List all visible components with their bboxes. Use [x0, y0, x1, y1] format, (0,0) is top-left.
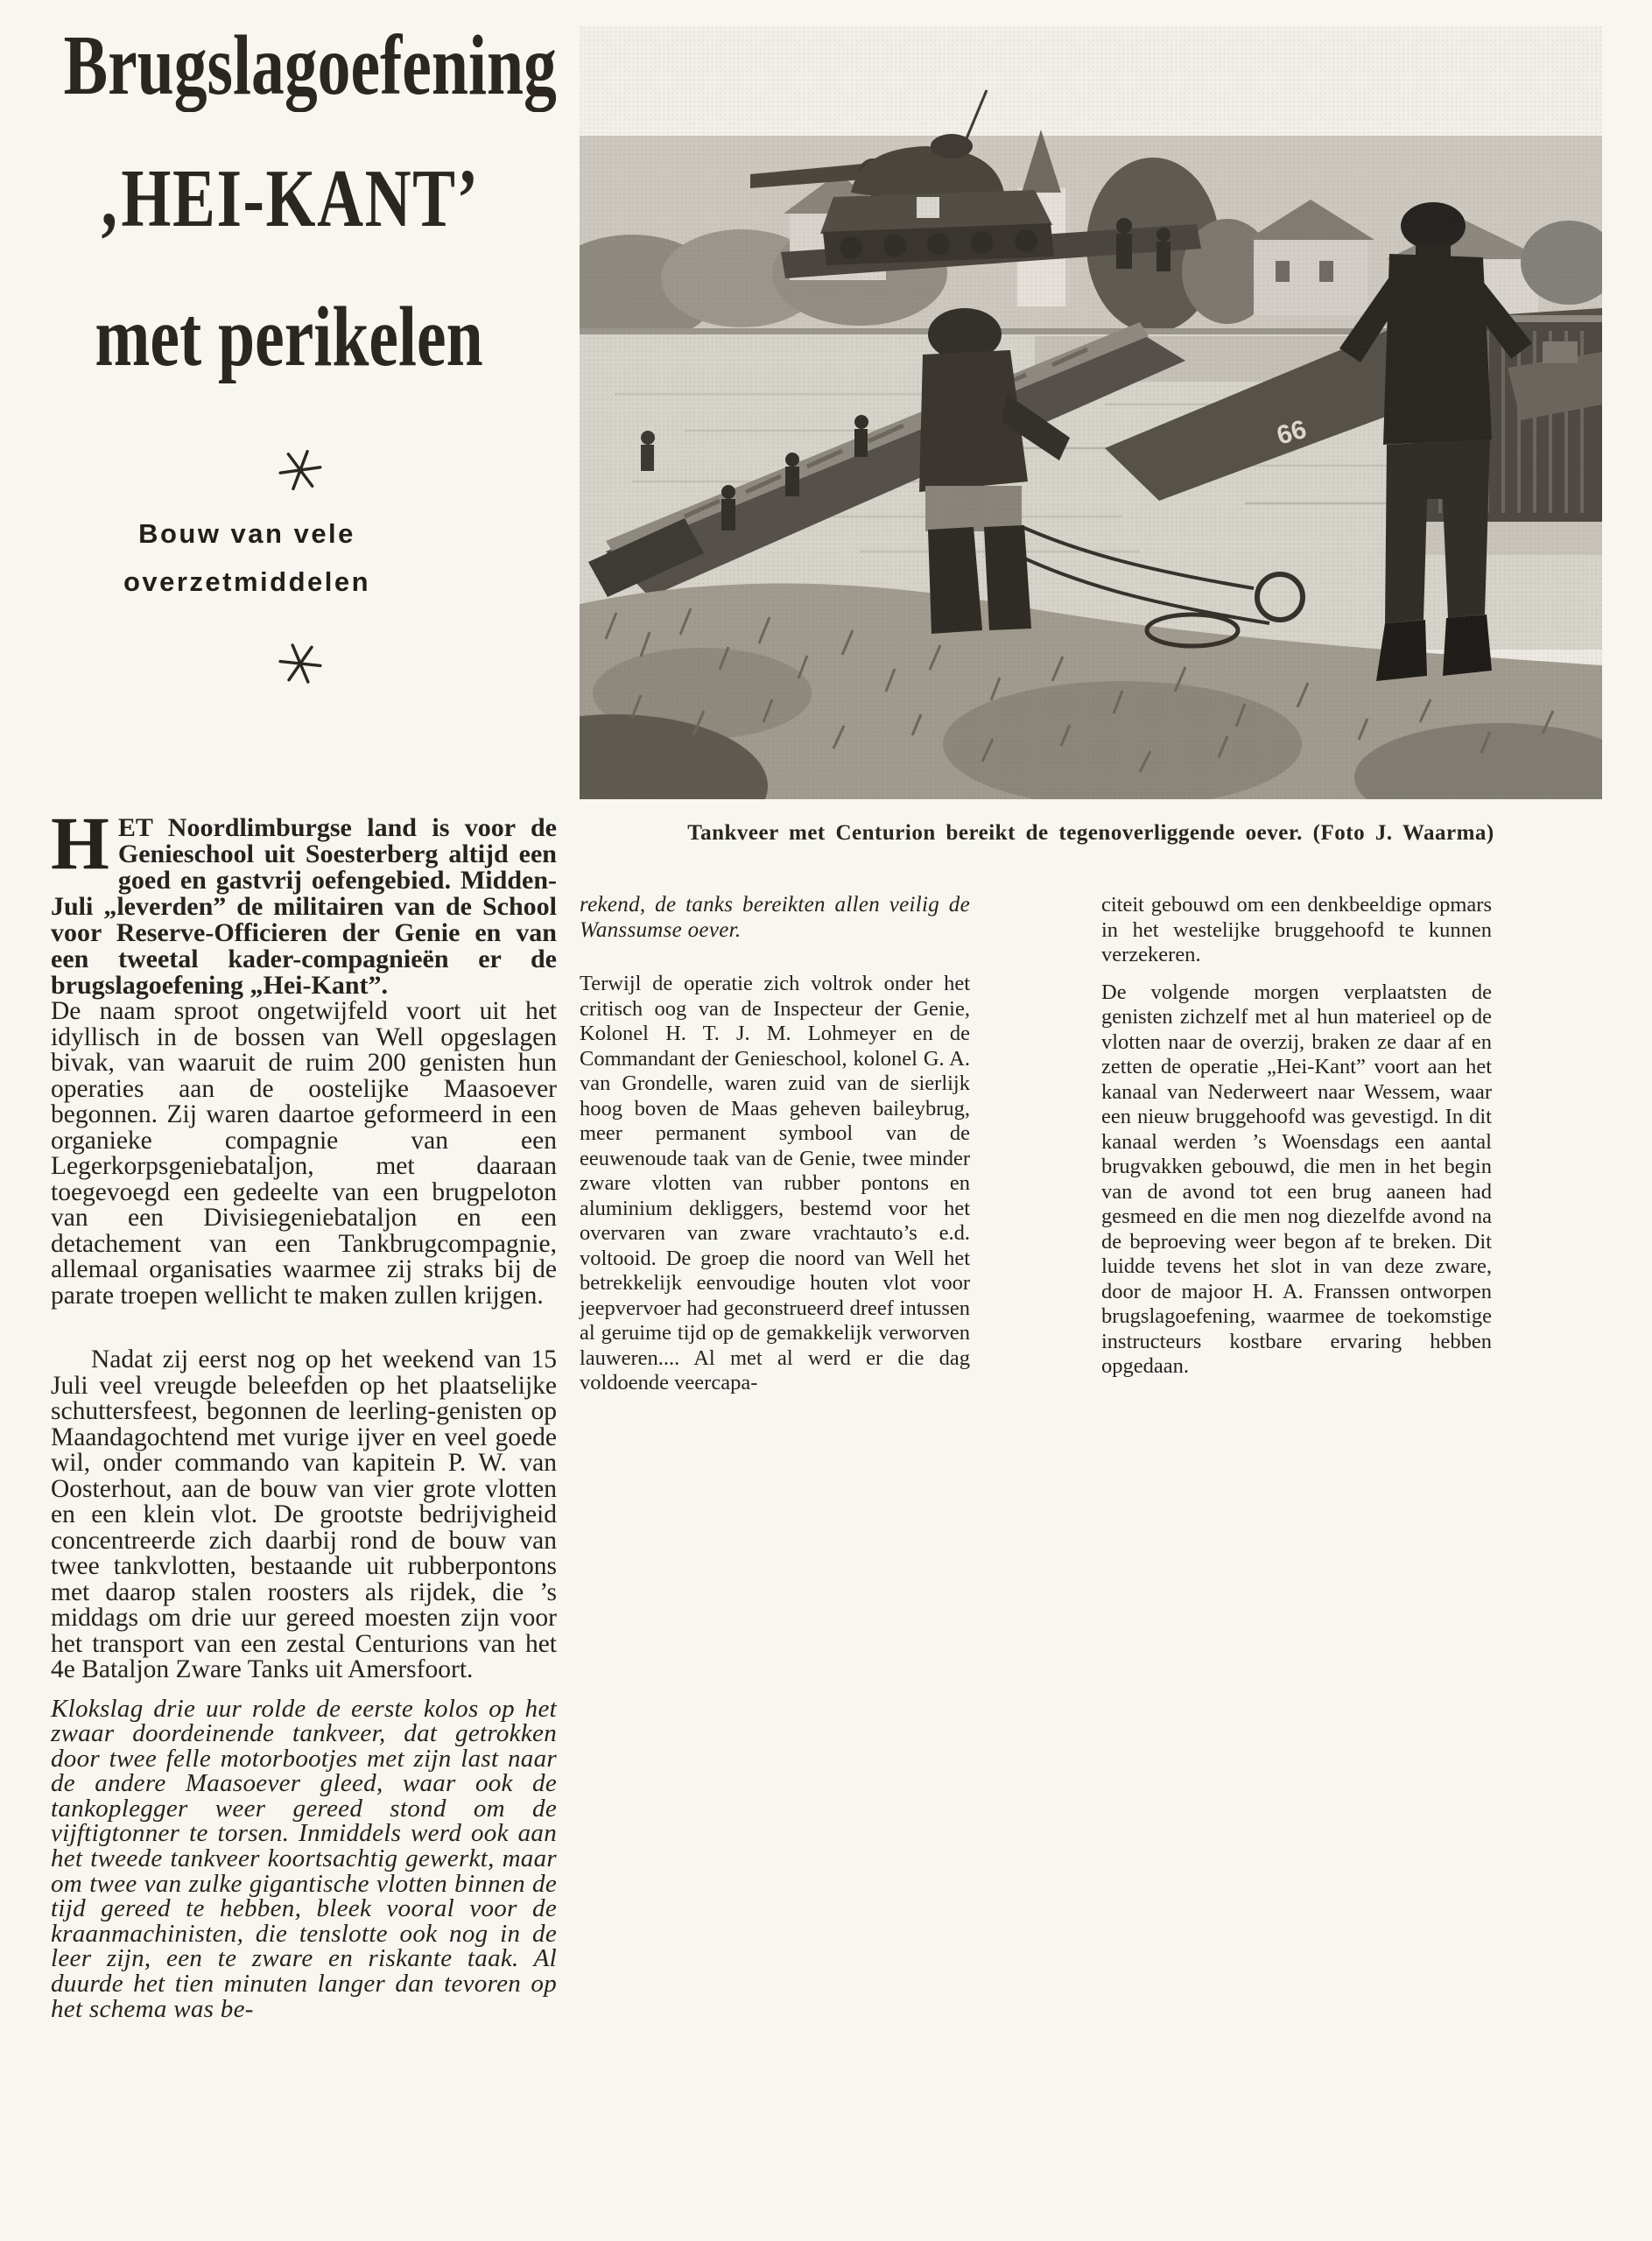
star-ornament-icon [278, 642, 322, 685]
article-column-2 [580, 893, 970, 1396]
paragraph: citeit gebouwd om een denkbeeldige opmars in het westelijke bruggehoofd te kunnen verzekeren. [1101, 893, 1492, 966]
tank-ferry-photo [580, 26, 1602, 799]
paragraph: De volgende morgen verplaatsten de genisten zichzelf met al hun materieel op de vlotten naar de overzij, braken ze daar af en zetten de operatie „Hei-Kant” voort aan het kanaal van Nederweert naar Wessem, waar een nieuw bruggehoofd was gevestigd. In dit kanaal werden ’s Woensdags een aantal brugvakken gebouwd, die men in het begin van de avond tot een brug aaneen had gesmeed en die men nog diezelfde avond na de beproeving weer begon af te breken. Dit luidde tevens het slot in van deze zware, door de majoor H. A. Franssen ontworpen brugslagoefening, waarmee de toekomstige instructeurs kostbare ervaring hebben opgedaan. [1101, 980, 1492, 1378]
subhead-line-1: Bouw van vele [138, 518, 355, 549]
star-ornament-icon [278, 448, 322, 492]
subhead-line-2: overzetmiddelen [123, 566, 371, 597]
drop-cap: H [51, 801, 109, 885]
headline-line-2: ‚HEI-KANT’ [98, 153, 480, 244]
article-column-1 [51, 801, 557, 2023]
headline-line-1: Brugslagoefening [63, 18, 557, 112]
lead-paragraph [51, 801, 557, 1000]
lead-text: ET Noordlimburgse land is voor de Genieschool uit Soesterberg altijd een goed en gastvrij oefengebied. Midden-Juli „leverden” de militairen van de School voor Reserve-Officieren der Genie en van een tweetal kader-compagnieën er de brugslagoefening „Hei-Kant”. [51, 813, 557, 1000]
subhead [51, 509, 443, 606]
article-column-3 [1101, 893, 1492, 1380]
paragraph: Terwijl de operatie zich voltrok onder het critisch oog van de Inspecteur der Genie, Kolonel H. T. J. M. Lohmeyer en de Commandant der Genieschool, kolonel G. A. van Grondelle, waren zuid van de sierlijk hoog boven de Maas geheven baileybrug, meer permanent symbool van de eeuwenoude taak van de Genie, twee minder zware vlotten van rubber pontons en aluminium dekliggers, bestemd voor het overvaren van zware vrachtauto’s e.d. voltooid. De groep die noord van Well het betrekkelijk eenvoudige houten vlot voor jeepvervoer had geconstrueerd dreef intussen al geruime tijd op de gemakkelijk verworven lauweren.... Al met al werd er die dag voldoende veercapa- [580, 972, 970, 1394]
tank-ferry-photo-illustration [580, 26, 1602, 799]
paragraph: Nadat zij eerst nog op het weekend van 15 Juli veel vreugde beleefden op het plaatselijke schuttersfeest, begonnen de leerling-genisten op Maandagochtend met vurige ijver en veel goede wil, onder commando van kapitein P. W. van Oosterhout, aan de bouw van vier grote vlotten en een klein vlot. De grootste bedrijvigheid concentreerde zich daarbij rond de bouw van twee tankvlotten, bestaande uit rubberpontons met daarop stalen roosters als rijdek, die ’s middags om drie uur gereed moesten zijn voor het transport van een zestal Centurions van het 4e Bataljon Zware Tanks uit Amersfoort. [51, 1345, 557, 1683]
photo-caption: Tankveer met Centurion bereikt de tegenoverliggende oever. (Foto J. Waarma) [687, 821, 1494, 845]
paragraph: De naam sproot ongetwijfeld voort uit het idyllisch in de bossen van Well opgeslagen bivak, van waaruit de ruim 200 genisten hun operaties aan de oostelijke Maasoever begonnen. Zij waren daartoe geformeerd in een organieke compagnie van een Legerkorpsgeniebataljon, met daaraan toegevoegd een gedeelte van een brugpeloton van een Divisiegeniebataljon en een detachement van een Tankbrugcompagnie, allemaal organisaties waarmee zij straks bij de parate troepen wellicht te maken zullen krijgen. [51, 997, 557, 1310]
paragraph-italic: rekend, de tanks bereikten allen veilig de Wanssumse oever. [580, 893, 970, 942]
headline-line-3: met perikelen [95, 290, 483, 383]
paragraph-italic: Klokslag drie uur rolde de eerste kolos op het zwaar doordeinende tankveer, dat getrokken door twee felle motorbootjes met zijn last naar de andere Maasoever gleed, waar ook de tankoplegger weer gereed stond om de vijftigtonner te torsen. Inmiddels werd ook aan het tweede tankveer koortsachtig gewerkt, maar om twee van zulke gigantische vlotten binnen de tijd gereed te hebben, bleek vooral voor de kraanmachinisten, die tenslotte ook nog in de leer zijn, een te zware en riskante taak. Al duurde het tien minuten langer dan tevoren op het schema was be- [51, 1694, 557, 2023]
